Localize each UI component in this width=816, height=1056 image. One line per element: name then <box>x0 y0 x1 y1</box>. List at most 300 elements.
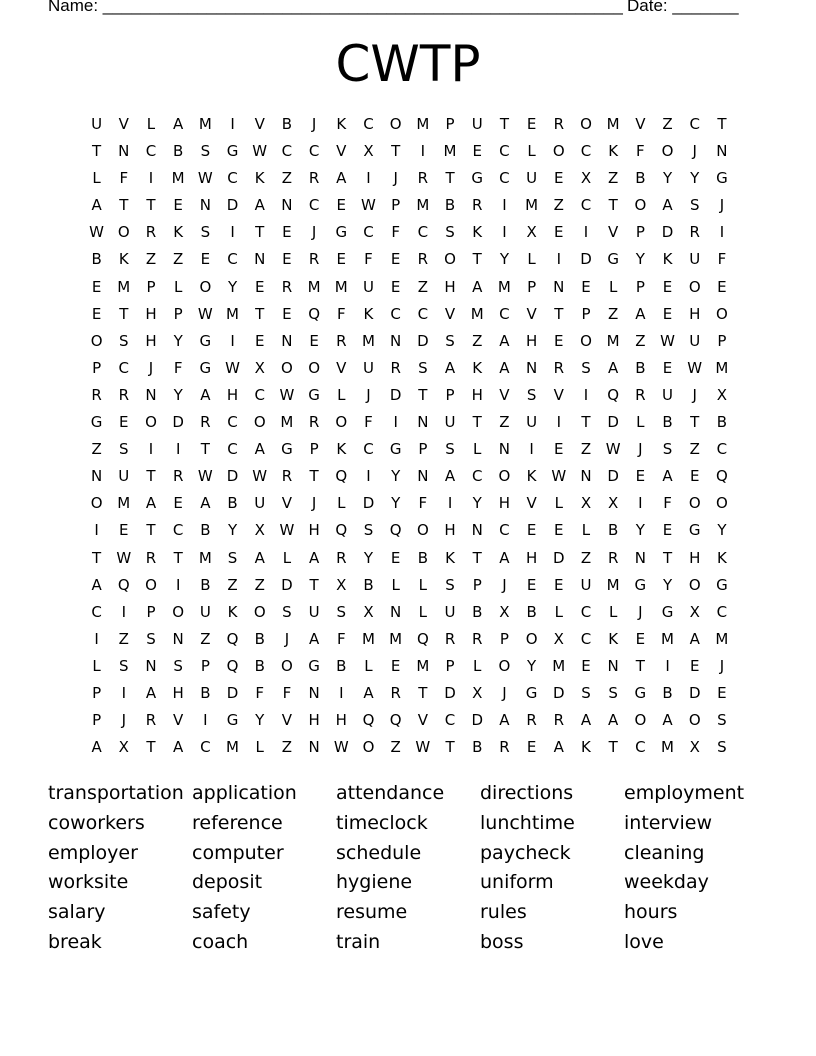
grid-letter[interactable]: H <box>525 548 538 567</box>
grid-letter[interactable]: K <box>608 142 619 161</box>
grid-letter[interactable]: H <box>689 304 701 323</box>
grid-letter[interactable]: G <box>471 169 484 188</box>
grid-letter[interactable]: M <box>715 358 729 377</box>
grid-letter[interactable]: T <box>608 196 618 215</box>
grid-letter[interactable]: G <box>389 440 402 459</box>
grid-letter[interactable]: A <box>363 683 374 702</box>
grid-letter[interactable]: G <box>90 413 103 432</box>
grid-letter[interactable]: M <box>661 629 674 648</box>
grid-letter[interactable]: C <box>635 738 646 757</box>
grid-letter[interactable]: T <box>554 304 564 323</box>
grid-letter[interactable]: G <box>199 358 212 377</box>
grid-letter[interactable]: B <box>662 413 673 432</box>
grid-letter[interactable]: A <box>444 467 456 486</box>
grid-letter[interactable]: Z <box>91 440 102 459</box>
grid-letter[interactable]: F <box>255 683 265 702</box>
grid-letter[interactable]: A <box>662 711 673 730</box>
grid-letter[interactable]: O <box>716 304 728 323</box>
grid-letter[interactable]: A <box>308 629 320 648</box>
grid-letter[interactable]: X <box>553 629 564 648</box>
grid-letter[interactable]: P <box>445 385 455 404</box>
grid-letter[interactable]: S <box>119 331 129 350</box>
grid-letter[interactable]: E <box>282 223 292 242</box>
grid-letter[interactable]: S <box>608 683 618 702</box>
grid-letter[interactable]: E <box>581 277 591 296</box>
grid-letter[interactable]: N <box>254 250 266 269</box>
grid-letter[interactable]: T <box>92 142 102 161</box>
grid-letter[interactable]: R <box>336 331 347 350</box>
grid-letter[interactable]: R <box>118 385 129 404</box>
grid-letter[interactable]: P <box>173 304 183 323</box>
grid-letter[interactable]: Z <box>580 548 592 567</box>
grid-letter[interactable]: B <box>635 169 646 188</box>
grid-letter[interactable]: O <box>90 331 103 350</box>
grid-letter[interactable]: O <box>552 142 565 161</box>
grid-letter[interactable]: I <box>556 413 561 432</box>
grid-letter[interactable]: T <box>309 467 319 486</box>
grid-letter[interactable]: A <box>662 196 673 215</box>
grid-letter[interactable]: A <box>173 115 184 133</box>
grid-letter[interactable]: N <box>634 548 646 567</box>
grid-letter[interactable]: L <box>554 602 563 621</box>
grid-letter[interactable]: O <box>281 358 293 377</box>
grid-letter[interactable]: A <box>254 196 265 215</box>
grid-letter[interactable]: P <box>635 223 645 242</box>
grid-letter[interactable]: R <box>281 467 293 486</box>
grid-letter[interactable]: N <box>390 331 402 350</box>
grid-letter[interactable]: P <box>92 683 102 702</box>
grid-letter[interactable]: X <box>716 385 728 404</box>
grid-letter[interactable]: I <box>230 223 235 242</box>
grid-letter[interactable]: O <box>688 494 701 513</box>
grid-letter[interactable]: T <box>255 304 265 323</box>
grid-letter[interactable]: Z <box>608 169 619 188</box>
grid-letter[interactable]: E <box>554 223 564 242</box>
grid-letter[interactable]: O <box>199 277 212 296</box>
grid-letter[interactable]: S <box>445 331 455 350</box>
grid-letter[interactable]: O <box>90 494 103 513</box>
grid-letter[interactable]: E <box>390 548 401 567</box>
grid-letter[interactable]: E <box>581 656 591 675</box>
grid-letter[interactable]: M <box>606 331 620 350</box>
grid-letter[interactable]: C <box>580 602 592 621</box>
grid-letter[interactable]: S <box>581 358 591 377</box>
grid-letter[interactable]: M <box>606 115 620 133</box>
grid-letter[interactable]: T <box>146 521 156 540</box>
grid-letter[interactable]: C <box>580 629 592 648</box>
grid-letter[interactable]: E <box>336 196 347 215</box>
grid-letter[interactable]: E <box>282 304 292 323</box>
grid-letter[interactable]: P <box>146 277 156 296</box>
grid-letter[interactable]: S <box>445 575 455 594</box>
grid-letter[interactable]: B <box>472 602 483 621</box>
grid-letter[interactable]: L <box>473 440 482 459</box>
grid-letter[interactable]: P <box>146 602 156 621</box>
grid-letter[interactable]: X <box>526 223 537 242</box>
grid-letter[interactable]: E <box>717 277 727 296</box>
grid-letter[interactable]: G <box>634 575 647 594</box>
grid-letter[interactable]: D <box>553 683 565 702</box>
grid-letter[interactable]: M <box>280 413 294 432</box>
grid-letter[interactable]: J <box>393 169 398 188</box>
grid-letter[interactable]: C <box>417 223 429 242</box>
grid-letter[interactable]: B <box>472 738 483 757</box>
grid-letter[interactable]: I <box>638 494 643 513</box>
grid-letter[interactable]: H <box>145 331 157 350</box>
grid-letter[interactable]: T <box>418 385 428 404</box>
grid-letter[interactable]: R <box>689 223 700 242</box>
grid-letter[interactable]: Z <box>472 331 483 350</box>
grid-letter[interactable]: I <box>94 521 99 540</box>
grid-letter[interactable]: R <box>444 629 456 648</box>
grid-letter[interactable]: A <box>91 738 102 757</box>
grid-letter[interactable]: B <box>363 575 374 594</box>
grid-letter[interactable]: Q <box>117 575 130 594</box>
grid-letter[interactable]: O <box>688 711 701 730</box>
grid-letter[interactable]: B <box>200 575 211 594</box>
grid-letter[interactable]: I <box>148 169 154 188</box>
grid-letter[interactable]: P <box>472 575 482 594</box>
grid-letter[interactable]: R <box>336 548 347 567</box>
grid-letter[interactable]: R <box>635 385 646 404</box>
grid-letter[interactable]: C <box>254 385 265 404</box>
grid-letter[interactable]: O <box>145 575 157 594</box>
grid-letter[interactable]: M <box>334 277 348 296</box>
grid-letter[interactable]: A <box>499 711 510 730</box>
grid-letter[interactable]: I <box>556 250 561 269</box>
grid-letter[interactable]: O <box>335 413 348 432</box>
grid-letter[interactable]: V <box>336 142 347 161</box>
grid-letter[interactable]: J <box>638 602 643 621</box>
grid-letter[interactable]: M <box>661 738 674 757</box>
grid-letter[interactable]: E <box>200 250 211 269</box>
grid-letter[interactable]: E <box>662 304 673 323</box>
grid-letter[interactable]: A <box>91 196 102 215</box>
grid-letter[interactable]: E <box>554 521 564 540</box>
grid-letter[interactable]: C <box>499 142 510 161</box>
grid-letter[interactable]: U <box>471 115 483 133</box>
grid-letter[interactable]: F <box>336 629 346 648</box>
grid-letter[interactable]: R <box>172 467 184 486</box>
grid-letter[interactable]: K <box>445 548 455 567</box>
grid-letter[interactable]: N <box>281 196 293 215</box>
grid-letter[interactable]: B <box>662 683 673 702</box>
grid-letter[interactable]: B <box>608 521 619 540</box>
grid-letter[interactable]: T <box>200 440 210 459</box>
grid-letter[interactable]: I <box>94 629 99 648</box>
grid-letter[interactable]: H <box>444 277 456 296</box>
grid-letter[interactable]: M <box>198 548 212 567</box>
grid-letter[interactable]: G <box>688 521 701 540</box>
grid-letter[interactable]: S <box>717 738 727 757</box>
grid-letter[interactable]: J <box>366 385 371 404</box>
grid-letter[interactable]: B <box>635 358 646 377</box>
grid-letter[interactable]: S <box>336 602 347 621</box>
grid-letter[interactable]: Q <box>416 629 429 648</box>
grid-letter[interactable]: L <box>337 494 346 513</box>
grid-letter[interactable]: Y <box>391 467 401 486</box>
grid-letter[interactable]: L <box>364 656 373 675</box>
grid-letter[interactable]: M <box>497 277 511 296</box>
grid-letter[interactable]: W <box>333 738 349 757</box>
grid-letter[interactable]: Q <box>389 521 402 540</box>
grid-letter[interactable]: R <box>308 250 320 269</box>
grid-letter[interactable]: C <box>689 115 700 133</box>
grid-letter[interactable]: R <box>200 413 211 432</box>
grid-letter[interactable]: B <box>254 656 265 675</box>
grid-letter[interactable]: E <box>662 358 673 377</box>
grid-letter[interactable]: F <box>119 169 129 188</box>
grid-letter[interactable]: I <box>447 494 453 513</box>
grid-letter[interactable]: C <box>145 142 157 161</box>
grid-letter[interactable]: B <box>526 602 537 621</box>
grid-letter[interactable]: C <box>580 196 592 215</box>
grid-letter[interactable]: N <box>172 629 184 648</box>
grid-letter[interactable]: W <box>605 440 621 459</box>
grid-letter[interactable]: Q <box>607 385 620 404</box>
grid-letter[interactable]: Q <box>362 711 375 730</box>
grid-letter[interactable]: H <box>525 331 538 350</box>
grid-letter[interactable]: V <box>173 711 184 730</box>
grid-letter[interactable]: T <box>690 413 700 432</box>
grid-letter[interactable]: M <box>715 629 729 648</box>
grid-letter[interactable]: W <box>89 223 105 242</box>
grid-letter[interactable]: B <box>200 683 211 702</box>
grid-letter[interactable]: Z <box>281 738 293 757</box>
grid-letter[interactable]: S <box>526 385 537 404</box>
grid-letter[interactable]: I <box>366 467 371 486</box>
grid-letter[interactable]: W <box>197 467 213 486</box>
grid-letter[interactable]: D <box>607 467 619 486</box>
grid-letter[interactable]: K <box>581 738 591 757</box>
grid-letter[interactable]: B <box>336 656 347 675</box>
grid-letter[interactable]: C <box>172 521 184 540</box>
grid-letter[interactable]: W <box>252 467 268 486</box>
grid-letter[interactable]: F <box>364 413 373 432</box>
grid-letter[interactable]: U <box>526 413 538 432</box>
grid-letter[interactable]: H <box>335 711 347 730</box>
grid-letter[interactable]: J <box>692 142 697 161</box>
grid-letter[interactable]: O <box>580 331 592 350</box>
grid-letter[interactable]: D <box>226 683 239 702</box>
grid-letter[interactable]: C <box>227 413 238 432</box>
grid-letter[interactable]: C <box>118 358 130 377</box>
grid-letter[interactable]: U <box>526 169 538 188</box>
grid-letter[interactable]: D <box>172 413 184 432</box>
grid-letter[interactable]: Z <box>145 250 157 269</box>
grid-letter[interactable]: Y <box>173 331 183 350</box>
grid-letter[interactable]: P <box>391 196 401 215</box>
grid-letter[interactable]: N <box>498 440 511 459</box>
grid-letter[interactable]: U <box>362 277 374 296</box>
grid-letter[interactable]: S <box>418 358 428 377</box>
grid-letter[interactable]: R <box>308 169 320 188</box>
grid-letter[interactable]: T <box>418 683 428 702</box>
grid-letter[interactable]: Y <box>391 494 401 513</box>
grid-letter[interactable]: P <box>92 711 102 730</box>
grid-letter[interactable]: J <box>311 494 317 513</box>
grid-letter[interactable]: Q <box>389 711 402 730</box>
grid-letter[interactable]: K <box>336 440 347 459</box>
grid-letter[interactable]: S <box>717 711 727 730</box>
grid-letter[interactable]: E <box>173 196 183 215</box>
grid-letter[interactable]: J <box>692 385 697 404</box>
grid-letter[interactable]: V <box>281 711 293 730</box>
grid-letter[interactable]: S <box>200 142 211 161</box>
grid-letter[interactable]: L <box>473 656 482 675</box>
grid-letter[interactable]: V <box>281 494 293 513</box>
grid-letter[interactable]: P <box>418 440 428 459</box>
grid-letter[interactable]: S <box>689 196 700 215</box>
grid-letter[interactable]: A <box>689 629 700 648</box>
grid-letter[interactable]: E <box>390 277 401 296</box>
grid-letter[interactable]: I <box>502 223 507 242</box>
grid-letter[interactable]: I <box>230 115 235 133</box>
grid-letter[interactable]: E <box>472 142 482 161</box>
grid-letter[interactable]: V <box>553 385 564 404</box>
grid-letter[interactable]: W <box>687 358 703 377</box>
grid-letter[interactable]: A <box>336 169 347 188</box>
grid-letter[interactable]: E <box>309 331 319 350</box>
grid-letter[interactable]: Z <box>281 169 293 188</box>
grid-letter[interactable]: I <box>121 683 126 702</box>
grid-letter[interactable]: S <box>227 548 238 567</box>
grid-letter[interactable]: A <box>499 548 510 567</box>
grid-letter[interactable]: M <box>443 142 457 161</box>
grid-letter[interactable]: E <box>526 521 537 540</box>
grid-letter[interactable]: H <box>226 385 239 404</box>
grid-letter[interactable]: B <box>716 413 728 432</box>
grid-letter[interactable]: I <box>121 602 126 621</box>
grid-letter[interactable]: B <box>254 629 265 648</box>
grid-letter[interactable]: A <box>254 548 265 567</box>
grid-letter[interactable]: N <box>716 142 728 161</box>
grid-letter[interactable]: M <box>198 115 212 133</box>
grid-letter[interactable]: L <box>636 413 645 432</box>
grid-letter[interactable]: D <box>661 223 674 242</box>
grid-letter[interactable]: L <box>608 277 618 296</box>
grid-letter[interactable]: V <box>417 711 428 730</box>
grid-letter[interactable]: D <box>471 711 483 730</box>
grid-letter[interactable]: X <box>363 602 374 621</box>
grid-letter[interactable]: Y <box>662 575 673 594</box>
grid-letter[interactable]: O <box>389 115 402 133</box>
grid-letter[interactable]: Q <box>335 467 348 486</box>
grid-letter[interactable]: O <box>308 358 320 377</box>
grid-letter[interactable]: E <box>336 250 347 269</box>
grid-letter[interactable]: B <box>444 196 456 215</box>
grid-letter[interactable]: X <box>689 602 700 621</box>
grid-letter[interactable]: B <box>417 548 428 567</box>
grid-letter[interactable]: C <box>227 440 238 459</box>
grid-letter[interactable]: B <box>200 521 211 540</box>
grid-letter[interactable]: D <box>607 413 619 432</box>
grid-letter[interactable]: O <box>498 467 511 486</box>
grid-letter[interactable]: X <box>608 494 619 513</box>
grid-letter[interactable]: I <box>366 169 371 188</box>
grid-letter[interactable]: W <box>225 358 240 377</box>
grid-letter[interactable]: O <box>688 575 701 594</box>
grid-letter[interactable]: E <box>662 277 673 296</box>
grid-letter[interactable]: U <box>580 575 592 594</box>
grid-letter[interactable]: T <box>499 115 509 133</box>
grid-letter[interactable]: K <box>336 115 347 133</box>
grid-letter[interactable]: X <box>472 683 483 702</box>
grid-letter[interactable]: E <box>390 656 401 675</box>
grid-letter[interactable]: O <box>498 656 511 675</box>
grid-letter[interactable]: R <box>472 196 483 215</box>
grid-letter[interactable]: L <box>608 602 618 621</box>
grid-letter[interactable]: D <box>281 575 293 594</box>
grid-letter[interactable]: R <box>145 223 157 242</box>
grid-letter[interactable]: N <box>90 467 103 486</box>
grid-letter[interactable]: U <box>444 413 456 432</box>
grid-letter[interactable]: J <box>284 629 290 648</box>
grid-letter[interactable]: G <box>281 440 293 459</box>
grid-letter[interactable]: L <box>173 277 183 296</box>
grid-letter[interactable]: A <box>499 331 510 350</box>
grid-letter[interactable]: R <box>607 548 619 567</box>
grid-letter[interactable]: F <box>336 304 346 323</box>
grid-letter[interactable]: R <box>553 711 564 730</box>
grid-letter[interactable]: P <box>527 277 537 296</box>
grid-letter[interactable]: Z <box>662 115 673 133</box>
grid-letter[interactable]: U <box>91 115 103 133</box>
grid-letter[interactable]: G <box>308 656 320 675</box>
grid-letter[interactable]: E <box>254 331 265 350</box>
grid-letter[interactable]: N <box>553 277 565 296</box>
grid-letter[interactable]: L <box>391 575 400 594</box>
grid-letter[interactable]: F <box>282 683 292 702</box>
grid-letter[interactable]: T <box>119 304 129 323</box>
grid-letter[interactable]: Z <box>173 250 184 269</box>
date-field[interactable]: Date: _______ <box>627 0 739 15</box>
grid-letter[interactable]: M <box>226 738 239 757</box>
grid-letter[interactable]: I <box>583 385 589 404</box>
grid-letter[interactable]: U <box>308 602 320 621</box>
grid-letter[interactable]: D <box>553 548 565 567</box>
grid-letter[interactable]: C <box>471 467 483 486</box>
grid-letter[interactable]: C <box>716 440 728 459</box>
grid-letter[interactable]: A <box>472 277 483 296</box>
grid-letter[interactable]: P <box>635 277 645 296</box>
grid-letter[interactable]: Q <box>308 304 320 323</box>
grid-letter[interactable]: L <box>92 169 101 188</box>
grid-letter[interactable]: N <box>471 521 483 540</box>
grid-letter[interactable]: E <box>254 277 265 296</box>
grid-letter[interactable]: M <box>171 169 185 188</box>
grid-letter[interactable]: Z <box>417 277 428 296</box>
grid-letter[interactable]: G <box>634 683 647 702</box>
grid-letter[interactable]: K <box>526 467 537 486</box>
grid-letter[interactable]: I <box>339 683 344 702</box>
grid-letter[interactable]: M <box>117 494 131 513</box>
grid-letter[interactable]: L <box>554 494 563 513</box>
grid-letter[interactable]: J <box>148 358 154 377</box>
grid-letter[interactable]: T <box>119 196 129 215</box>
grid-letter[interactable]: A <box>254 440 265 459</box>
grid-letter[interactable]: D <box>688 683 701 702</box>
grid-letter[interactable]: Q <box>226 656 239 675</box>
grid-letter[interactable]: K <box>608 629 619 648</box>
grid-letter[interactable]: T <box>472 413 482 432</box>
grid-letter[interactable]: L <box>282 548 292 567</box>
grid-letter[interactable]: C <box>580 142 592 161</box>
grid-letter[interactable]: G <box>525 683 538 702</box>
grid-letter[interactable]: F <box>663 494 672 513</box>
grid-letter[interactable]: C <box>363 223 374 242</box>
grid-letter[interactable]: T <box>662 548 673 567</box>
